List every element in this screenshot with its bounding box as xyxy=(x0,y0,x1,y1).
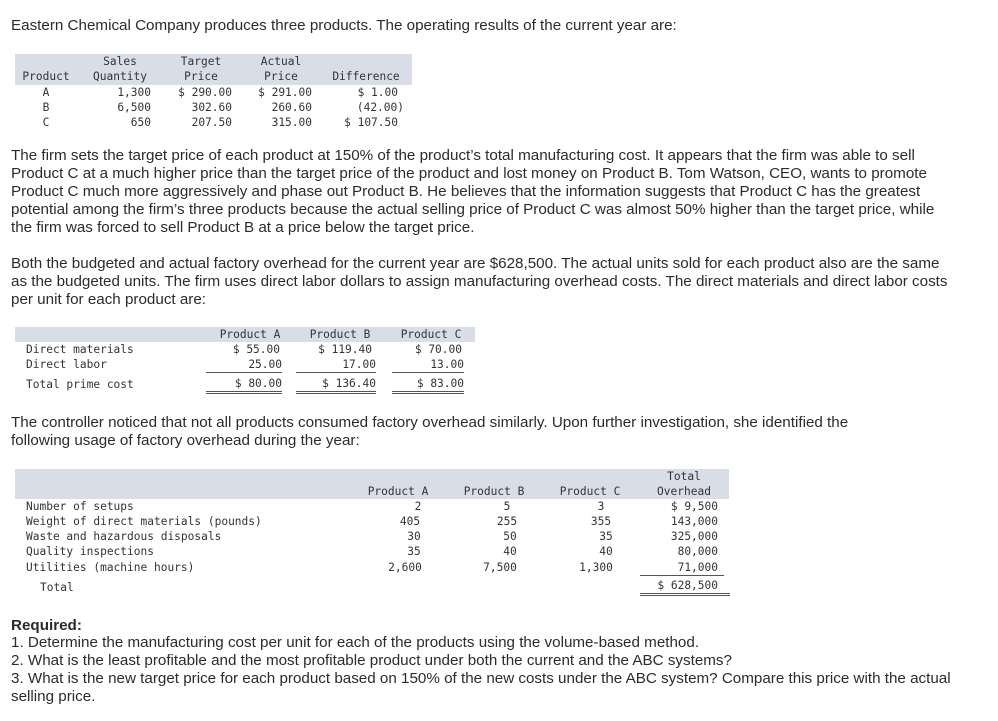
overhead-row-b: 7,500 xyxy=(483,561,517,574)
overhead-header-total: Total xyxy=(667,470,701,483)
overhead-row-a: 2,600 xyxy=(388,561,422,574)
prime-header-product-a: Product A xyxy=(219,328,281,341)
paragraph-overhead: Both the budgeted and actual factory overhead for the current year are $628,500. The actual units sold for each product also are the same as the budgeted units. The firm uses direct labor dollars to assign manufacturing overhead costs. The direct materials and direct labor costs per unit for each product are: xyxy=(11,255,948,308)
results-row-product: B xyxy=(42,101,50,114)
prime-row-b: $ 119.40 xyxy=(318,343,372,356)
overhead-row-total: 80,000 xyxy=(677,545,718,558)
overhead-header-product-a: Product A xyxy=(367,485,429,498)
overhead-total-label: Total xyxy=(40,581,74,594)
overhead-row-c: 3 xyxy=(597,500,605,513)
intro-text: Eastern Chemical Company produces three products. The operating results of the current year are: xyxy=(11,17,677,34)
overhead-row-label: Weight of direct materials (pounds) xyxy=(26,515,262,528)
prime-row-c: 13.00 xyxy=(392,357,464,373)
required-list xyxy=(11,634,961,706)
results-row-difference: $ 1.00 xyxy=(357,86,398,99)
results-row-quantity: 1,300 xyxy=(117,86,151,99)
prime-row-a: 25.00 xyxy=(206,357,282,373)
prime-total-c: $ 83.00 xyxy=(392,376,464,394)
overhead-total-value: $ 628,500 xyxy=(640,578,730,596)
results-header-target: Target xyxy=(180,55,222,68)
overhead-row-total: 71,000 xyxy=(640,560,724,576)
results-row-actual: 315.00 xyxy=(271,116,312,129)
overhead-row-total: 143,000 xyxy=(670,515,718,528)
results-row-difference: $ 107.50 xyxy=(344,116,398,129)
overhead-header-product-b: Product B xyxy=(463,485,525,498)
overhead-row-b: 5 xyxy=(503,500,511,513)
required-item-2: 2. What is the least profitable and the most profitable product under both the current and the ABC systems? xyxy=(11,652,732,669)
results-row-quantity: 6,500 xyxy=(117,101,151,114)
overhead-row-a: 30 xyxy=(407,530,421,543)
results-row-actual: $ 291.00 xyxy=(258,86,312,99)
prime-row-label: Direct labor xyxy=(26,358,107,371)
prime-header-product-b: Product B xyxy=(309,328,371,341)
prime-row-c: $ 70.00 xyxy=(414,343,462,356)
results-row-product: A xyxy=(42,86,50,99)
prime-row-b: 17.00 xyxy=(296,357,376,373)
overhead-row-label: Waste and hazardous disposals xyxy=(26,530,222,543)
overhead-header-product-c: Product C xyxy=(559,485,621,498)
results-header-actual: Actual xyxy=(260,55,302,68)
overhead-row-a: 405 xyxy=(399,515,421,528)
paragraph-target-price: The firm sets the target price of each product at 150% of the product’s total manufacturing cost. It appears that the firm was able to sell Product C at a much higher price than the target price of the product and lost money on Product B. Tom Watson, CEO, wants to promote Product C much more aggressively and phase out Product B. He believes that the information suggests that Product C has the greatest potential among the firm’s three products because the actual selling price of Product C was almost 50% higher than the target price, while the firm was forced to sell Product B at a price below the target price. xyxy=(11,147,935,236)
prime-header-product-c: Product C xyxy=(400,328,462,341)
overhead-row-b: 50 xyxy=(503,530,517,543)
overhead-row-c: 355 xyxy=(590,515,612,528)
prime-row-label: Direct materials xyxy=(26,343,134,356)
prime-row-a: $ 55.00 xyxy=(232,343,280,356)
overhead-header-overhead: Overhead xyxy=(657,485,711,498)
results-row-target: $ 290.00 xyxy=(178,86,232,99)
results-row-target: 302.60 xyxy=(191,101,232,114)
results-row-quantity: 650 xyxy=(130,116,151,129)
overhead-row-a: 35 xyxy=(407,545,421,558)
results-row-actual: 260.60 xyxy=(271,101,312,114)
results-header-quantity: Quantity xyxy=(93,70,147,83)
results-header-target-price: Price xyxy=(184,70,218,83)
overhead-row-label: Utilities (machine hours) xyxy=(26,561,195,574)
overhead-row-label: Number of setups xyxy=(26,500,134,513)
prime-total-label: Total prime cost xyxy=(26,378,134,391)
overhead-row-c: 40 xyxy=(599,545,613,558)
results-row-target: 207.50 xyxy=(191,116,232,129)
required-heading: Required: xyxy=(11,617,82,634)
results-header-actual-price: Price xyxy=(264,70,298,83)
overhead-row-a: 2 xyxy=(414,500,422,513)
results-header-product: Product xyxy=(22,70,70,83)
overhead-row-c: 1,300 xyxy=(579,561,613,574)
results-row-difference: (42.00) xyxy=(356,101,404,114)
prime-total-b: $ 136.40 xyxy=(296,376,376,394)
overhead-row-c: 35 xyxy=(599,530,613,543)
overhead-row-total: 325,000 xyxy=(670,530,718,543)
overhead-row-b: 40 xyxy=(503,545,517,558)
required-item-1: 1. Determine the manufacturing cost per unit for each of the products using the volume-based method. xyxy=(11,634,700,651)
required-item-3: 3. What is the new target price for each product based on 150% of the new costs under the ABC system? Compare this price with the actual selling price. xyxy=(11,670,951,705)
results-header-sales: Sales xyxy=(103,55,137,68)
results-row-product: C xyxy=(42,116,50,129)
paragraph-controller: The controller noticed that not all products consumed factory overhead similarly. Upon further investigation, she identified the following usage of factory overhead during the year: xyxy=(11,414,849,449)
prime-total-a: $ 80.00 xyxy=(206,376,282,394)
overhead-row-label: Quality inspections xyxy=(26,545,154,558)
results-header-difference: Difference xyxy=(332,70,400,83)
overhead-row-b: 255 xyxy=(496,515,518,528)
overhead-row-total: $ 9,500 xyxy=(670,500,718,513)
